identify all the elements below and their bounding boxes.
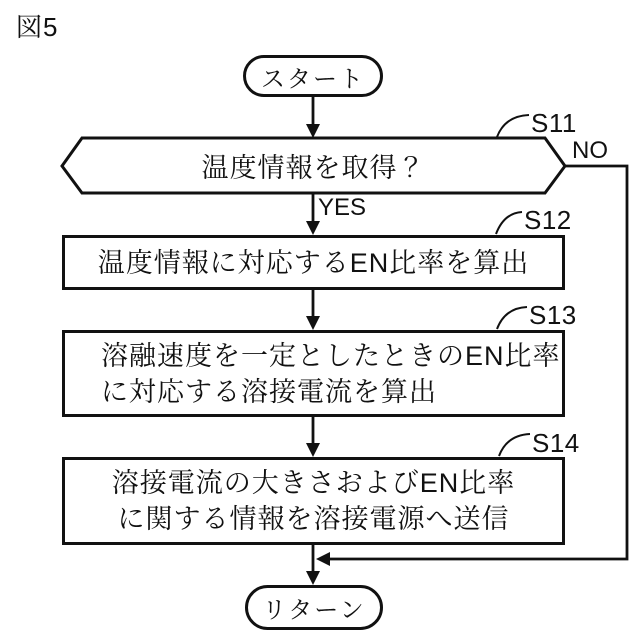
arrowhead-into-decision: [306, 124, 320, 138]
process-s14-line1: 溶接電流の大きさおよびEN比率: [111, 468, 516, 498]
leader-arc-s11: [497, 115, 529, 137]
decision-node-text: 温度情報を取得？: [201, 153, 426, 183]
process-node-s13: [62, 330, 565, 417]
process-s14-line2: に関する情報を溶接電源へ送信: [117, 504, 510, 534]
step-id-s14: S14: [532, 428, 580, 458]
arrowhead-into-return: [306, 571, 320, 585]
yes-branch-label: YES: [318, 194, 367, 221]
process-s13-line1: 溶融速度を一定としたときのEN比率: [101, 340, 561, 371]
return-node-label: リターン: [262, 597, 366, 624]
start-node-label: スタート: [261, 65, 365, 93]
figure-number-label: 図5: [16, 12, 59, 42]
process-s12-text: 温度情報に対応するEN比率を算出: [97, 247, 530, 278]
no-branch-label: NO: [572, 137, 608, 164]
process-node-s14: [62, 457, 565, 545]
return-node: [245, 585, 383, 630]
leader-arc-s12: [496, 212, 522, 234]
start-node: [243, 55, 383, 97]
no-branch-arrowhead: [316, 552, 330, 566]
leader-arc-s14: [499, 434, 530, 456]
decision-node-s11: [62, 138, 565, 193]
arrowhead-into-s12: [306, 221, 320, 235]
arrowhead-into-s13: [306, 316, 320, 330]
step-id-s11: S11: [531, 108, 577, 138]
process-s13-line2: に対応する溶接電流を算出: [101, 376, 437, 407]
arrowhead-into-s14: [306, 443, 320, 457]
leader-arc-s13: [497, 307, 527, 329]
step-id-s12: S12: [524, 205, 572, 235]
process-node-s12: [62, 235, 565, 290]
step-id-s13: S13: [529, 300, 577, 330]
